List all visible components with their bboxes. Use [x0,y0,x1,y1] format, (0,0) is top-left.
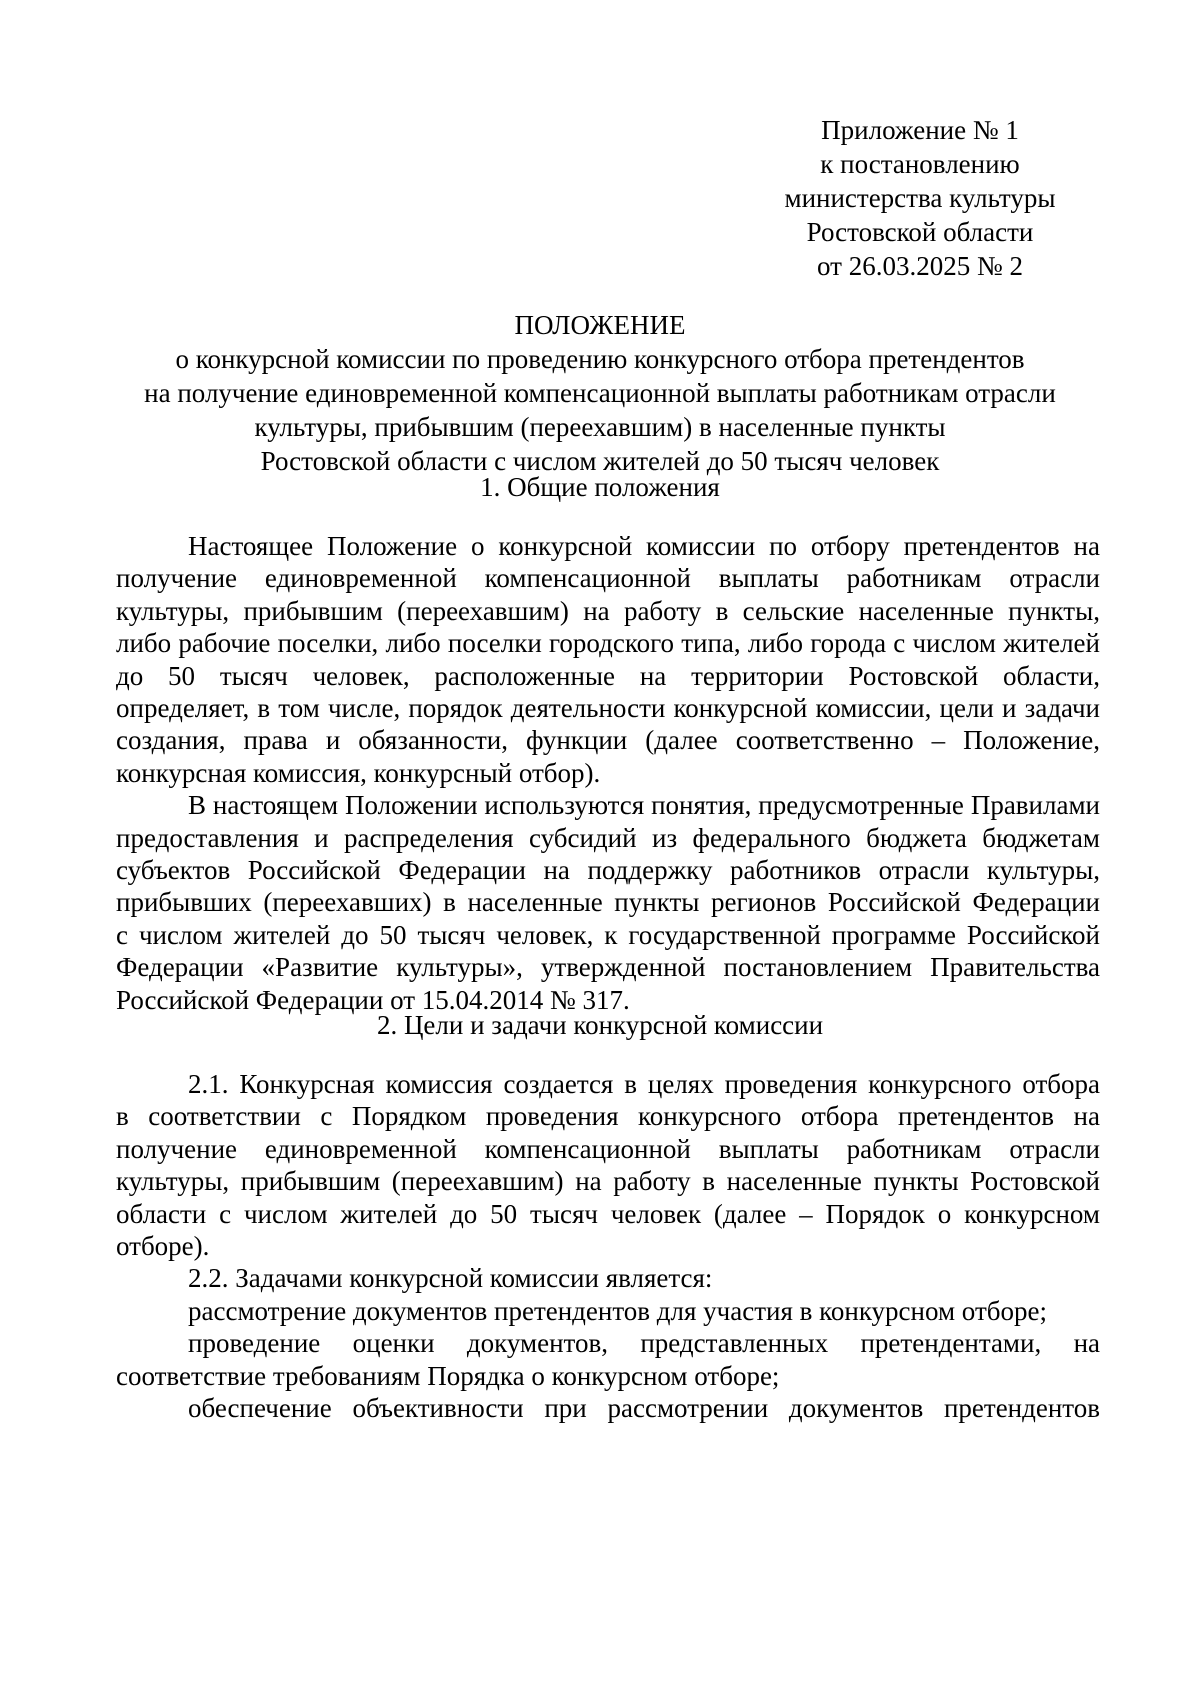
paragraph-line: определяет, в том числе, порядок деятельности конкурсной комиссии, цели и задачи [116,693,1100,724]
paragraph-line: в соответствии с Порядком проведения конкурсного отбора претендентов на [116,1101,1100,1132]
title-line: о конкурсной комиссии по проведению конкурсного отбора претендентов [175,344,1025,374]
paragraph-line: конкурсная комиссия, конкурсный отбор). [116,757,601,788]
appendix-line: к постановлению [820,149,1020,179]
title-line: Ростовской области с числом жителей до 50 тысяч человек [260,446,940,476]
paragraph-line: предоставления и распределения субсидий из федерального бюджета бюджетам [116,822,1100,853]
section-1-body [116,530,1100,1016]
paragraph-line: с числом жителей до 50 тысяч человек, к государственной программе Российской [116,919,1100,950]
section-1-heading: 1. Общие положения [480,472,720,502]
paragraph-line: Настоящее Положение о конкурсной комиссии по отбору претендентов на [188,531,1100,561]
appendix-line: Приложение № 1 [821,115,1019,145]
task-line: проведение оценки документов, представленных претендентами, на [188,1328,1100,1359]
document-title [100,308,1100,478]
paragraph-line: получение единовременной компенсационной выплаты работникам отрасли [116,563,1100,594]
paragraph-line: прибывших (переехавших) в населенные пункты регионов Российской Федерации [116,887,1100,918]
task-line: соответствие требованиям Порядка о конкурсном отборе; [116,1360,780,1391]
paragraph-line: культуры, прибывшим (переехавшим) на работу в населенные пункты Ростовской [116,1166,1100,1197]
title-line: культуры, прибывшим (переехавшим) в населенные пункты [254,412,946,442]
paragraph-line: области с числом жителей до 50 тысяч человек (далее – Порядок о конкурсном [116,1198,1100,1229]
paragraph-line: до 50 тысяч человек, расположенные на территории Ростовской области, [116,660,1100,691]
title-line: на получение единовременной компенсационной выплаты работникам отрасли [144,378,1056,408]
title-heading: ПОЛОЖЕНИЕ [514,310,686,340]
task-line: обеспечение объективности при рассмотрении документов претендентов [188,1393,1100,1424]
paragraph-line: Российской Федерации от 15.04.2014 № 317. [116,984,630,1015]
paragraph-line: создания, права и обязанности, функции (далее соответственно – Положение, [116,725,1100,756]
paragraph-line: 2.1. Конкурсная комиссия создается в целях проведения конкурсного отбора [188,1069,1100,1099]
paragraph-line: 2.2. Задачами конкурсной комиссии является: [188,1263,713,1294]
paragraph-line: субъектов Российской Федерации на поддержку работников отрасли культуры, [116,855,1100,886]
paragraph-line: Федерации «Развитие культуры», утвержденной постановлением Правительства [116,952,1100,983]
paragraph-line: отборе). [116,1231,210,1262]
section-2-body [116,1068,1100,1424]
section-2-heading: 2. Цели и задачи конкурсной комиссии [376,1010,824,1040]
paragraph-line: культуры, прибывшим (переехавшим) на работу в сельские населенные пункты, [116,595,1100,626]
appendix-line: от 26.03.2025 № 2 [817,251,1023,281]
appendix-line: министерства культуры [784,183,1056,213]
appendix-line: Ростовской области [806,217,1034,247]
task-line: рассмотрение документов претендентов для участия в конкурсном отборе; [188,1295,1047,1326]
paragraph-line: либо рабочие поселки, либо поселки городского типа, либо города с числом жителей [116,628,1100,659]
appendix-block [740,113,1100,283]
paragraph-line: В настоящем Положении используются понятия, предусмотренные Правилами [188,790,1100,821]
paragraph-line: получение единовременной компенсационной выплаты работникам отрасли [116,1133,1100,1164]
